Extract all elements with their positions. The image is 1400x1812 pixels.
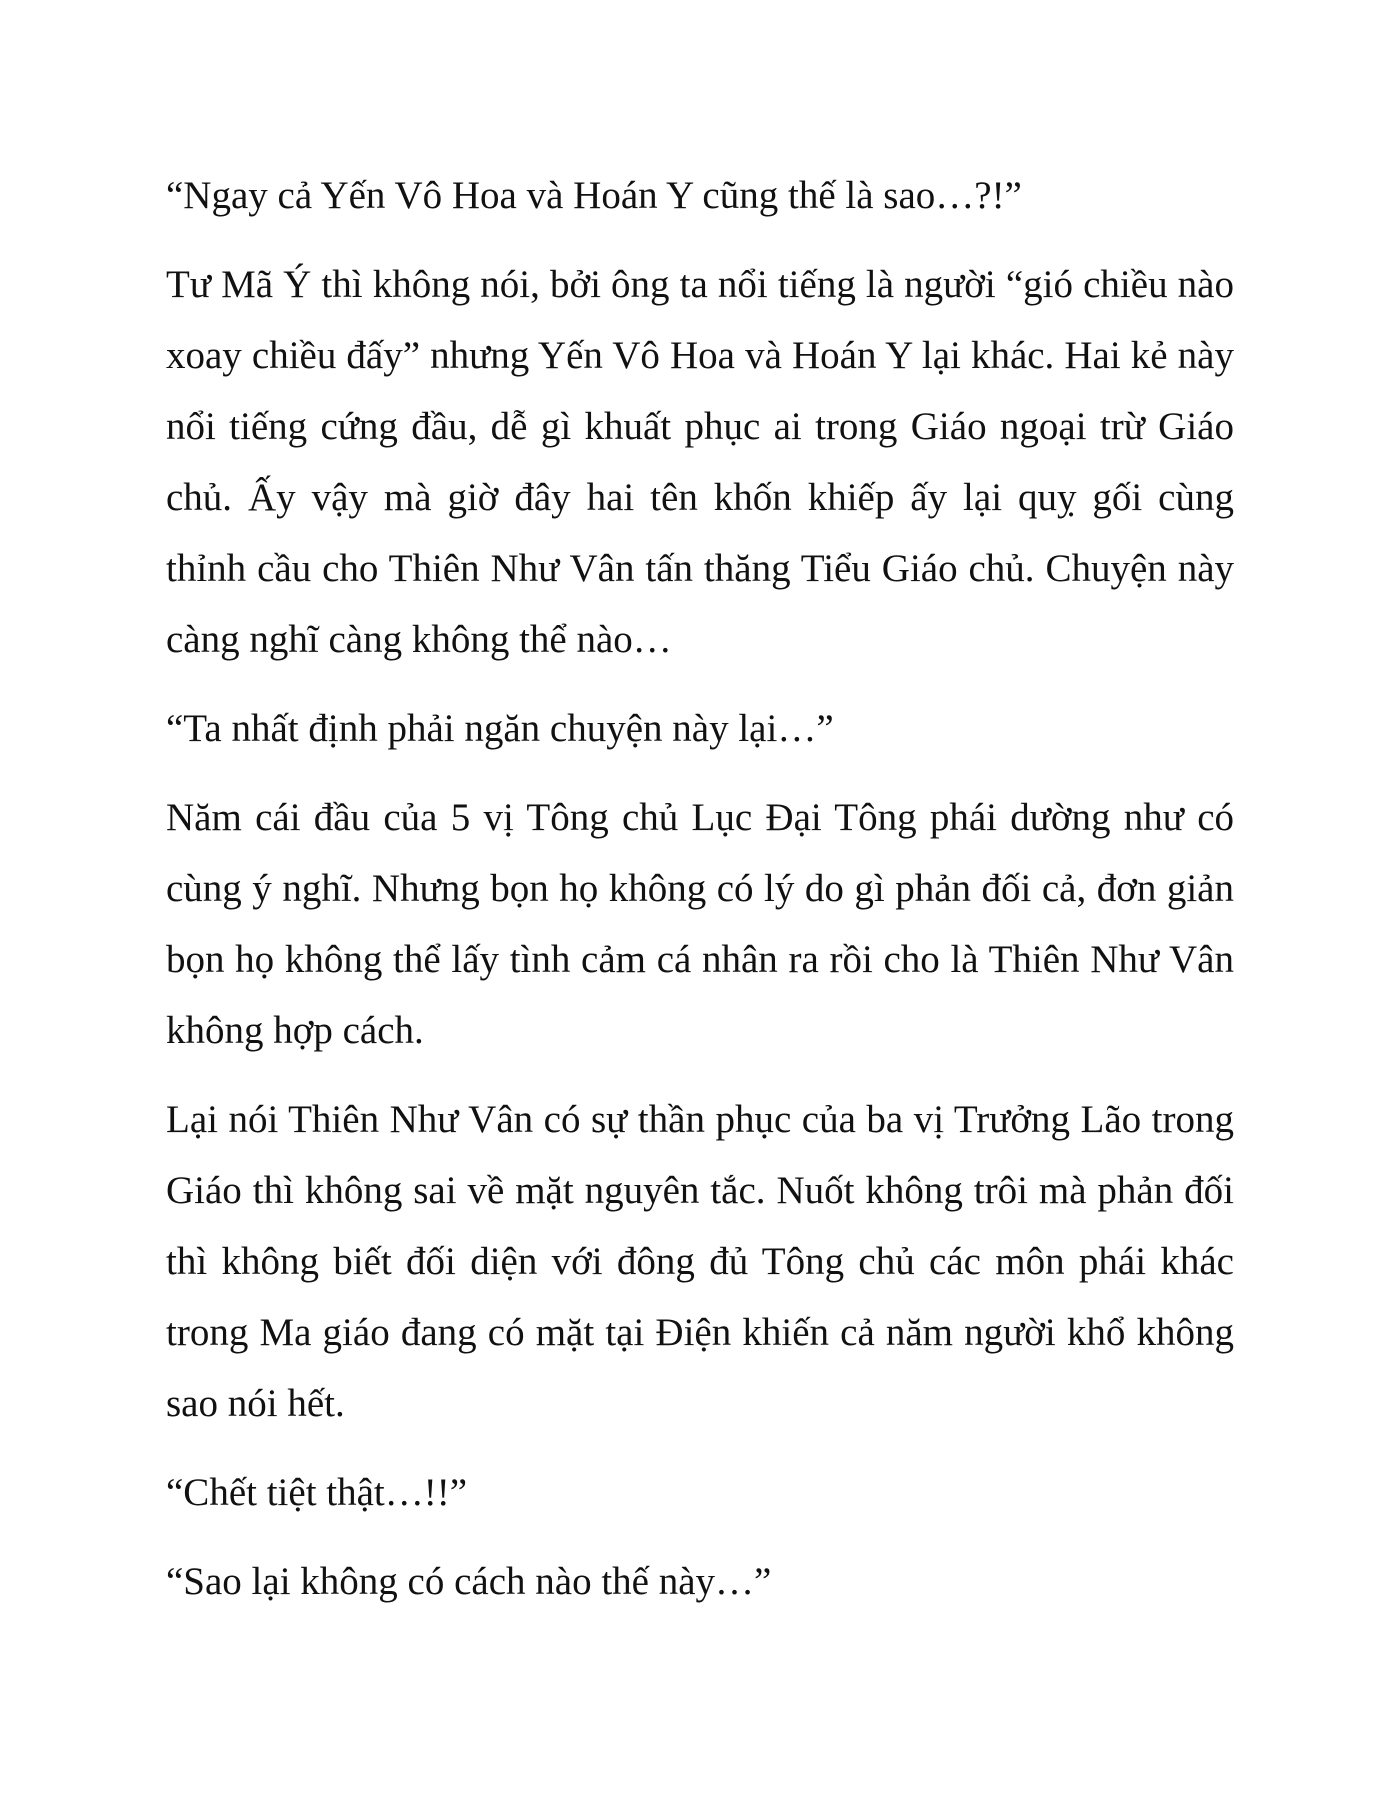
paragraph-3: “Ta nhất định phải ngăn chuyện này lại…” bbox=[166, 707, 834, 750]
paragraph-7: “Sao lại không có cách nào thế này…” bbox=[166, 1560, 772, 1603]
paragraph-2: Tư Mã Ý thì không nói, bởi ông ta nổi tiếng là người “gió chiều nào xoay chiều đấy” nhưng Yến Vô Hoa và Hoán Y lại khác. Hai kẻ này nổi tiếng cứng đầu, dễ gì khuất phục ai trong Giáo ngoại trừ Giáo chủ. Ấy vậy mà giờ đây hai tên khốn khiếp ấy lại quỵ gối cùng thỉnh cầu cho Thiên Như Vân tấn thăng Tiểu Giáo chủ. Chuyện này càng nghĩ càng không thể nào… bbox=[166, 263, 1234, 661]
paragraph-1: “Ngay cả Yến Vô Hoa và Hoán Y cũng thế là sao…?!” bbox=[166, 174, 1022, 217]
paragraph-5: Lại nói Thiên Như Vân có sự thần phục của ba vị Trưởng Lão trong Giáo thì không sai về mặt nguyên tắc. Nuốt không trôi mà phản đối thì không biết đối diện với đông đủ Tông chủ các môn phái khác trong Ma giáo đang có mặt tại Điện khiến cả năm người khổ không sao nói hết. bbox=[166, 1098, 1234, 1425]
document-body bbox=[166, 160, 1234, 1635]
paragraph-4: Năm cái đầu của 5 vị Tông chủ Lục Đại Tông phái dường như có cùng ý nghĩ. Nhưng bọn họ không có lý do gì phản đối cả, đơn giản bọn họ không thể lấy tình cảm cá nhân ra rồi cho là Thiên Như Vân không hợp cách. bbox=[166, 796, 1234, 1052]
paragraph-6: “Chết tiệt thật…!!” bbox=[166, 1471, 468, 1514]
